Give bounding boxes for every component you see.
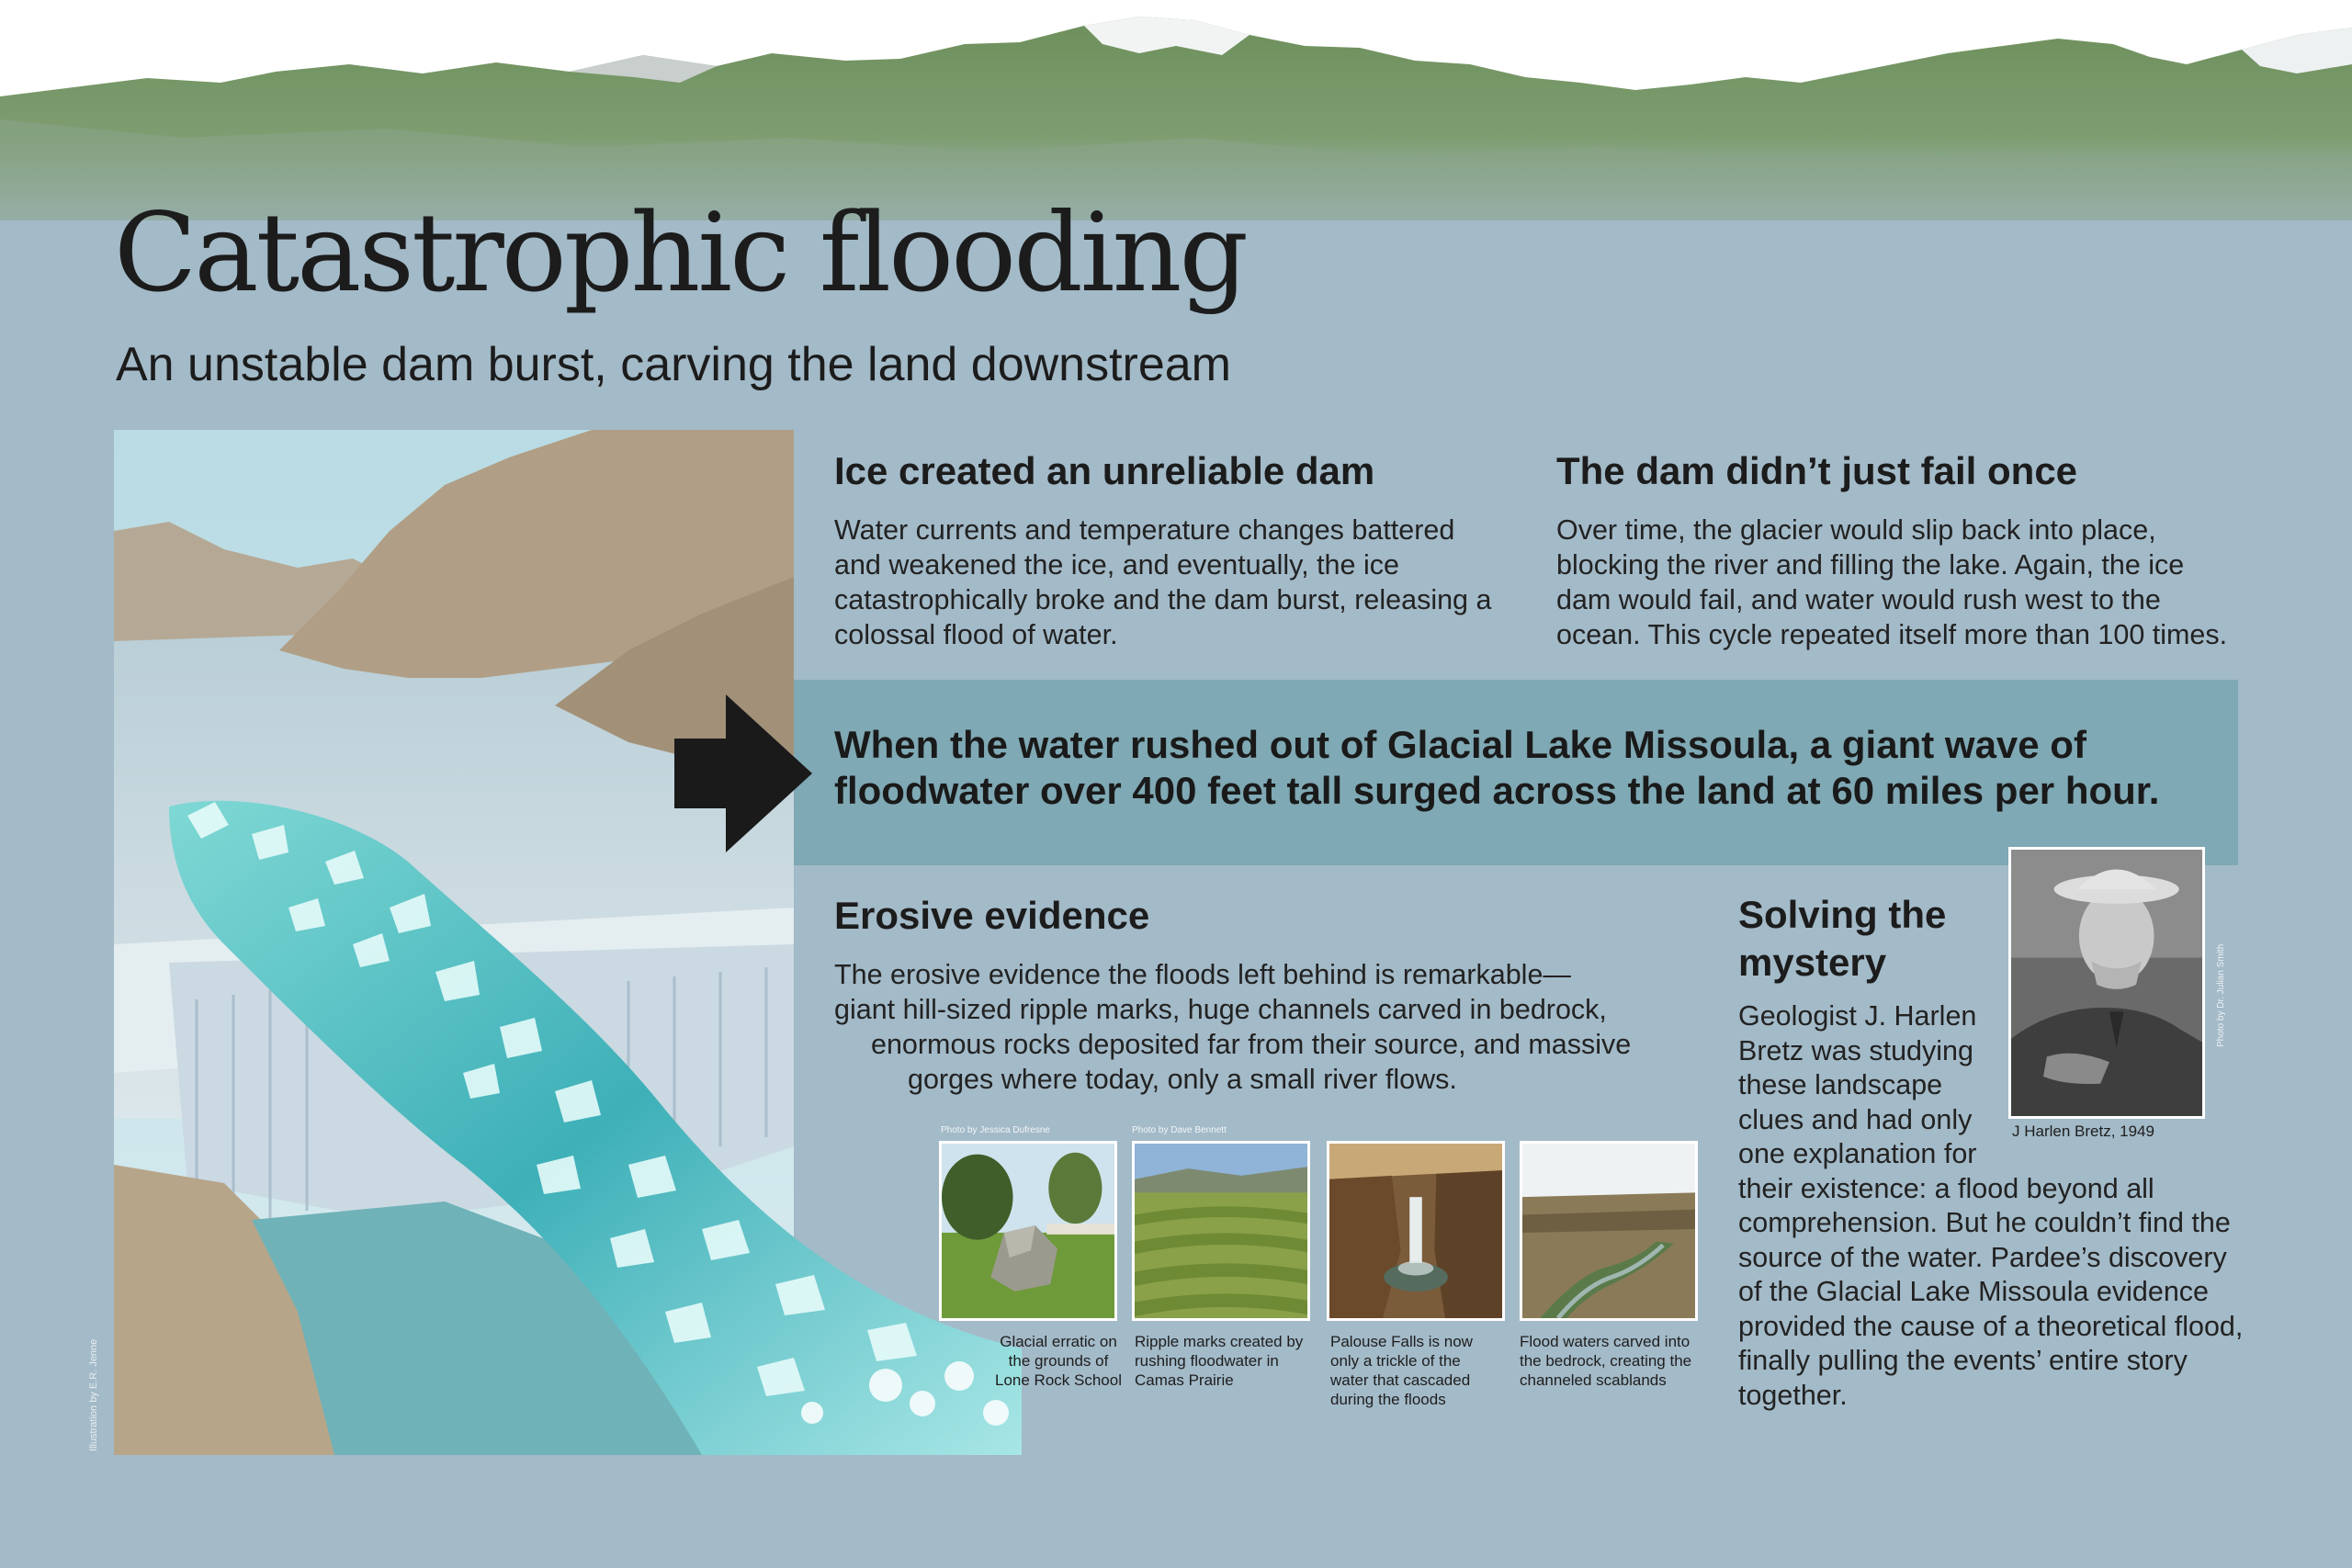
erosive-evidence-section [834, 893, 1679, 1097]
caption-ripple-marks: Ripple marks created by rushing floodwater in Camas Prairie [1135, 1333, 1304, 1389]
highlight-text: When the water rushed out of Glacial Lake Missoula, a giant wave of floodwater over 400 feet tall surged across the land at 60 miles per hour. [834, 723, 2160, 812]
mountain-range-banner [0, 0, 2352, 220]
photo-ripple-marks [1132, 1141, 1310, 1321]
photo-scablands [1520, 1141, 1698, 1321]
ice-dam-section [834, 448, 1496, 652]
erosive-body [834, 957, 1679, 1097]
solving-heading: Solving the mystery [1738, 893, 1947, 984]
erosive-line-1: The erosive evidence the floods left behind is remarkable— [834, 959, 1571, 990]
caption-palouse-falls: Palouse Falls is now only a trickle of the water that cascaded during the floods [1330, 1333, 1473, 1408]
right-arrow-icon [674, 694, 812, 852]
photo-palouse-falls [1327, 1141, 1505, 1321]
caption-scablands: Flood waters carved into the bedrock, creating the channeled scablands [1520, 1333, 1692, 1389]
solving-body: Geologist J. Harlen Bretz was studying these landscape clues and had only one explanation for their existence: a flood beyond all comprehension. But he couldn’t find the source of the water. Pardee’s discovery of the Glacial Lake Missoula evidence provided the cause of a theoretical flood, finally pulling the events’ entire story together. [1738, 1000, 2244, 1411]
photo-glacial-erratic [939, 1141, 1117, 1321]
portrait-bretz [2008, 847, 2205, 1119]
ice-dam-heading: Ice created an unreliable dam [834, 449, 1375, 492]
page-title: Catastrophic flooding [114, 189, 1247, 316]
erosive-line-4: gorges where today, only a small river flows. [908, 1064, 1457, 1095]
illustration-credit: Illustration by E.R. Jenne [88, 1338, 99, 1451]
erosive-heading: Erosive evidence [834, 894, 1150, 937]
dam-failure-section [1556, 448, 2236, 652]
caption-glacial-erratic: Glacial erratic on the grounds of Lone Rock School [995, 1333, 1122, 1389]
dam-failure-body: Over time, the glacier would slip back into place, blocking the river and filling the lake. Again, the ice dam would fail, and water would rush west to the ocean. This cycle repeated itself more than 100 times. [1556, 514, 2228, 650]
erosive-line-2: giant hill-sized ripple marks, huge channels carved in bedrock, [834, 994, 1607, 1025]
erosive-line-3: enormous rocks deposited far from their source, and massive [871, 1029, 1632, 1060]
photo-credit-ripples: Photo by Dave Bennett [1132, 1125, 1227, 1135]
ice-dam-body: Water currents and temperature changes battered and weakened the ice, and eventually, the ice catastrophically broke and the dam burst, releasing a colossal flood of water. [834, 514, 1492, 650]
photo-credit-erratic: Photo by Jessica Dufresne [941, 1125, 1050, 1135]
page-subtitle: An unstable dam burst, carving the land downstream [116, 338, 1232, 391]
portrait-caption: J Harlen Bretz, 1949 [2012, 1122, 2154, 1140]
portrait-credit: Photo by Dr. Julian Smith [2216, 943, 2226, 1047]
dam-failure-heading: The dam didn’t just fail once [1556, 449, 2078, 492]
